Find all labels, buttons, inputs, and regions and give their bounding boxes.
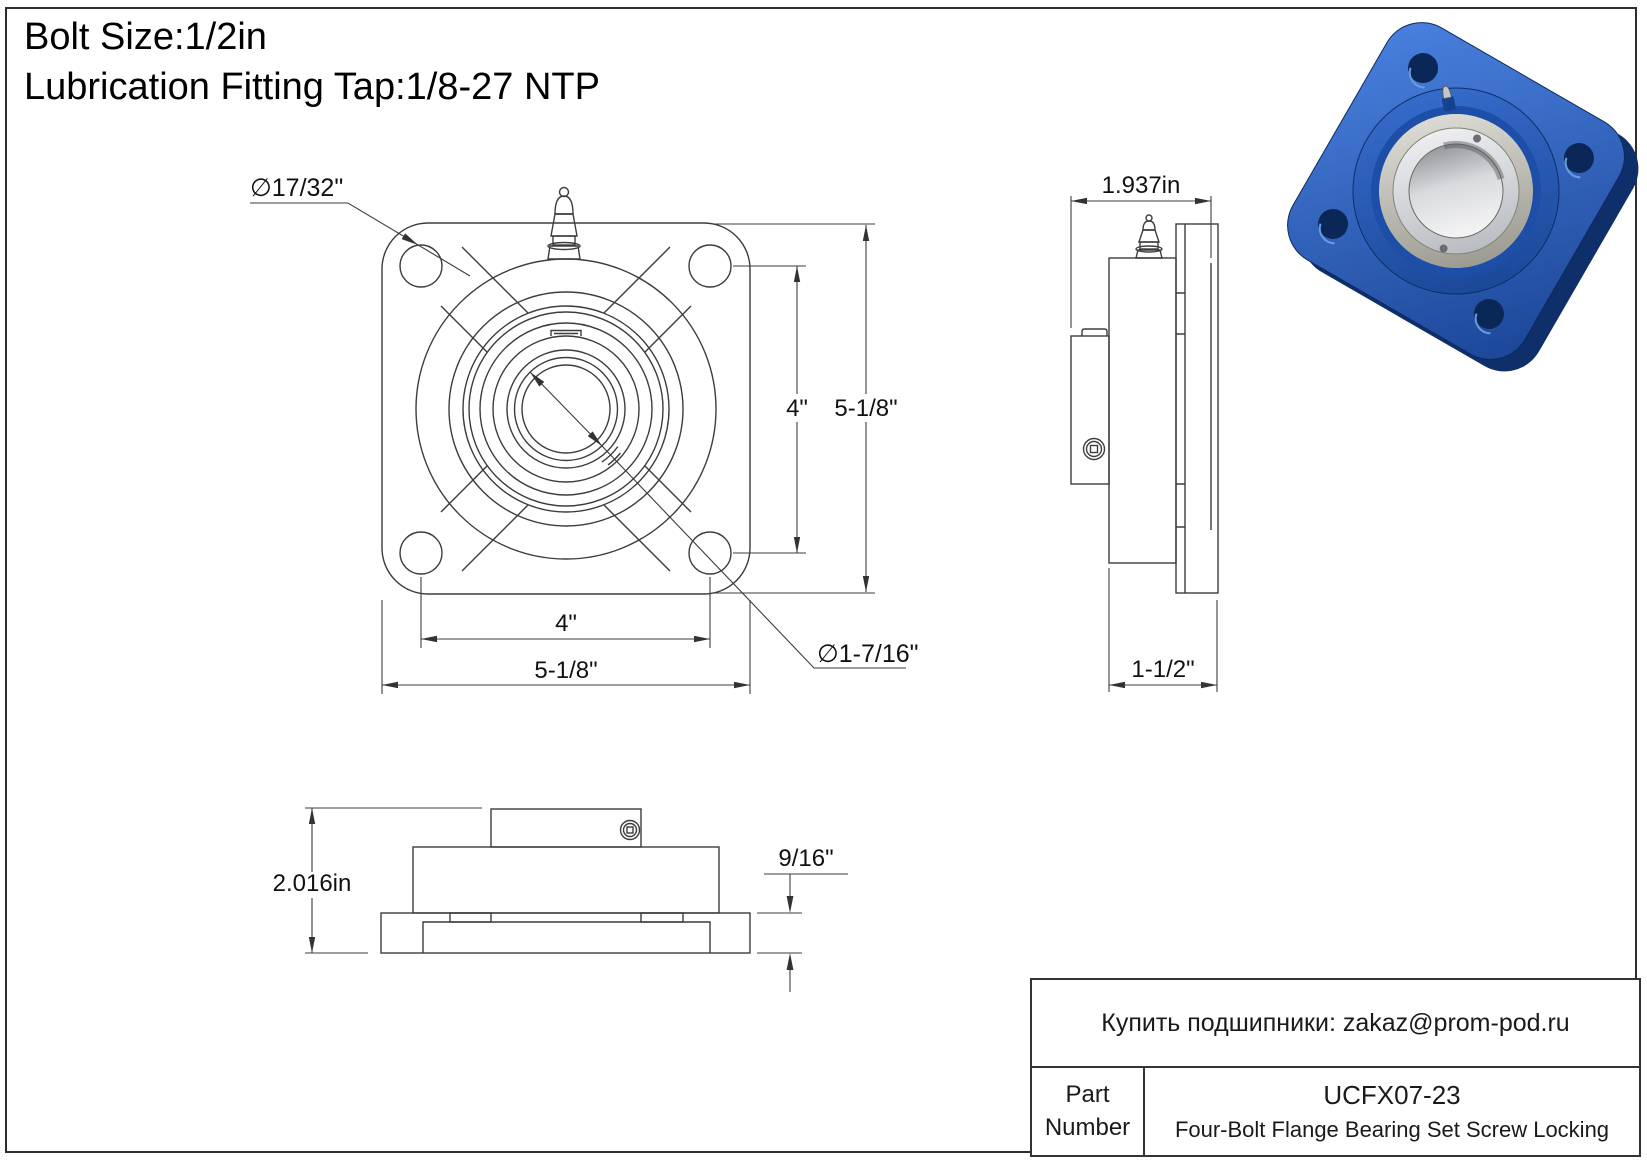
bolt-spacing-horizontal-text: 4"	[555, 610, 577, 637]
base-recess	[423, 922, 710, 953]
side-view	[1071, 172, 1218, 692]
bottom-left-dimension	[268, 808, 482, 953]
title-block	[1030, 978, 1641, 1157]
hub-elevation	[491, 809, 641, 847]
flange-thickness-dimension	[757, 845, 848, 992]
lubrication-fitting-text: Lubrication Fitting Tap:1/8-27 NTP	[24, 66, 600, 108]
hub-collar	[1082, 329, 1107, 336]
part-description: Four-Bolt Flange Bearing Set Screw Locking	[1174, 1117, 1610, 1142]
bottom-view	[268, 808, 848, 992]
flange-thickness-text: 9/16"	[778, 845, 834, 872]
part-row	[1032, 1068, 1639, 1155]
part-number-label: Part Number	[1032, 1068, 1145, 1155]
flange-width-text: 5-1/8"	[534, 657, 598, 684]
bolt-size-text: Bolt Size:1/2in	[24, 16, 267, 58]
3d-render-flange-bearing	[1273, 8, 1647, 386]
set-screw-side	[1084, 439, 1105, 460]
set-screw-bottom	[621, 821, 640, 840]
bore-dia-text: ∅1-7/16"	[817, 640, 919, 668]
housing-elevation	[413, 847, 719, 913]
vendor-note-row	[1032, 980, 1639, 1068]
hub-profile	[1071, 336, 1109, 484]
side-overall-width-text: 1.937in	[1101, 172, 1181, 199]
flange-height-text: 5-1/8"	[834, 395, 898, 422]
bolt-spacing-vertical-text: 4"	[786, 395, 808, 422]
grease-fitting-side	[1136, 215, 1162, 258]
side-bottom-dimension	[1109, 568, 1217, 692]
part-number-value: UCFX07-23	[1323, 1080, 1461, 1110]
front-view	[250, 174, 919, 694]
front-right-dimensions	[712, 224, 906, 593]
overall-height-text: 2.016in	[272, 870, 352, 897]
vendor-note-text: Купить подшипники: zakaz@prom-pod.ru	[1101, 1008, 1570, 1037]
housing-profile	[1109, 258, 1176, 563]
part-number-cell	[1145, 1068, 1639, 1155]
housing-width-text: 1-1/2"	[1131, 656, 1195, 683]
bolt-hole-dia-text: ∅17/32"	[250, 174, 344, 202]
bolt-hole-dia-callout	[250, 174, 470, 276]
keyway-notch	[551, 331, 581, 337]
base-flange	[381, 913, 750, 953]
